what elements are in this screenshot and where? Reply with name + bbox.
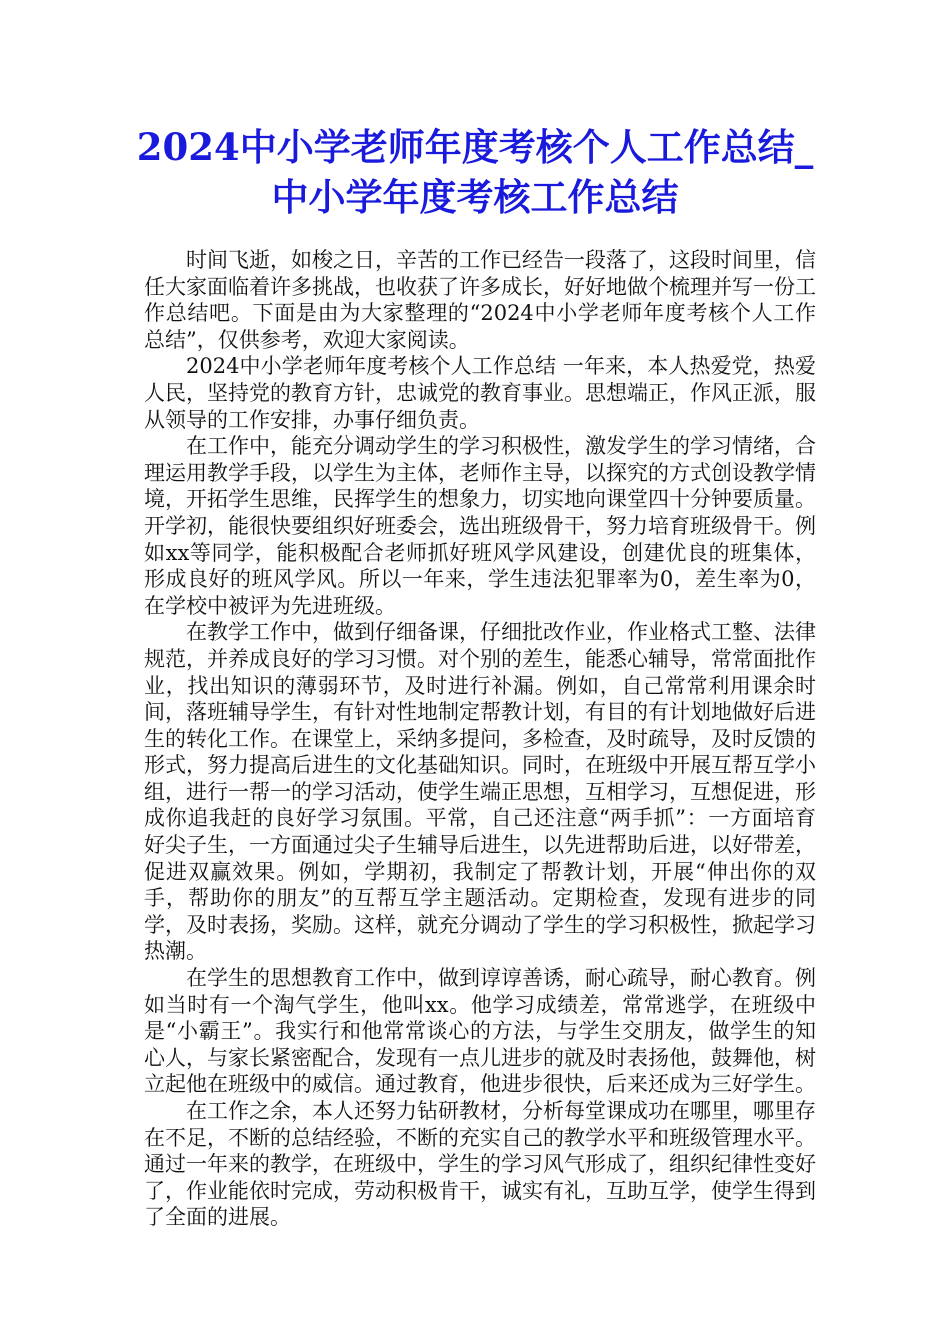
paragraph: 在工作中，能充分调动学生的学习积极性，激发学生的学习情绪，合理运用教学手段，以学生为主体，老师作主导，以探究的方式创设教学情境，开拓学生思维，民挥学生的想象力，切实地向课堂四十分钟要质量。开学初，能很快要组织好班委会，选出班级骨干，努力培育班级骨干。例如xx等同学，能积极配合老师抓好班风学风建设，创建优良的班集体，形成良好的班风学风。所以一年来，学生违法犯罪率为0，差生率为0，在学校中被评为先进班级。 [144, 434, 816, 618]
document-title: 2024中小学老师年度考核个人工作总结_中小学年度考核工作总结 [136, 125, 814, 219]
document-body [144, 247, 816, 1231]
paragraph: 在学生的思想教育工作中，做到谆谆善诱，耐心疏导，耐心教育。例如当时有一个淘气学生，他叫xx。他学习成绩差，常常逃学，在班级中是“小霸王”。我实行和他常常谈心的方法，与学生交朋友，做学生的知心人，与家长紧密配合，发现有一点儿进步的就及时表扬他，鼓舞他，树立起他在班级中的威信。通过教育，他进步很快，后来还成为三好学生。 [144, 966, 816, 1097]
paragraph: 时间飞逝，如梭之日，辛苦的工作已经告一段落了，这段时间里，信任大家面临着许多挑战，也收获了许多成长，好好地做个梳理并写一份工作总结吧。下面是由为大家整理的“2024中小学老师年度考核个人工作总结”，仅供参考，欢迎大家阅读。 [144, 248, 816, 352]
paragraph: 在工作之余，本人还努力钻研教材，分析每堂课成功在哪里，哪里存在不足，不断的总结经验，不断的充实自己的教学水平和班级管理水平。通过一年来的教学，在班级中，学生的学习风气形成了，组织纪律性变好了，作业能依时完成，劳动积极肯干，诚实有礼，互助互学，使学生得到了全面的进展。 [144, 1099, 816, 1230]
paragraph: 在教学工作中，做到仔细备课，仔细批改作业，作业格式工整、法律规范，并养成良好的学习习惯。对个别的差生，能悉心辅导，常常面批作业，找出知识的薄弱环节，及时进行补漏。例如，自己常常利用课余时间，落班辅导学生，有针对性地制定帮教计划，有目的有计划地做好后进生的转化工作。在课堂上，采纳多提问，多检查，及时疏导，及时反馈的形式，努力提高后进生的文化基础知识。同时，在班级中开展互帮互学小组，进行一帮一的学习活动，使学生端正思想，互相学习，互想促进，形成你追我赶的良好学习氛围。平常，自己还注意“两手抓”：一方面培育好尖子生，一方面通过尖子生辅导后进生，以先进帮助后进，以好带差，促进双赢效果。例如，学期初，我制定了帮教计划，开展“伸出你的双手，帮助你的朋友”的互帮互学主题活动。定期检查，发现有进步的同学，及时表扬，奖励。这样，就充分调动了学生的学习积极性，掀起学习热潮。 [144, 620, 816, 964]
paragraph: 2024中小学老师年度考核个人工作总结 一年来，本人热爱党，热爱人民，坚持党的教育方针，忠诚党的教育事业。思想端正，作风正派，服从领导的工作安排，办事仔细负责。 [144, 354, 816, 432]
